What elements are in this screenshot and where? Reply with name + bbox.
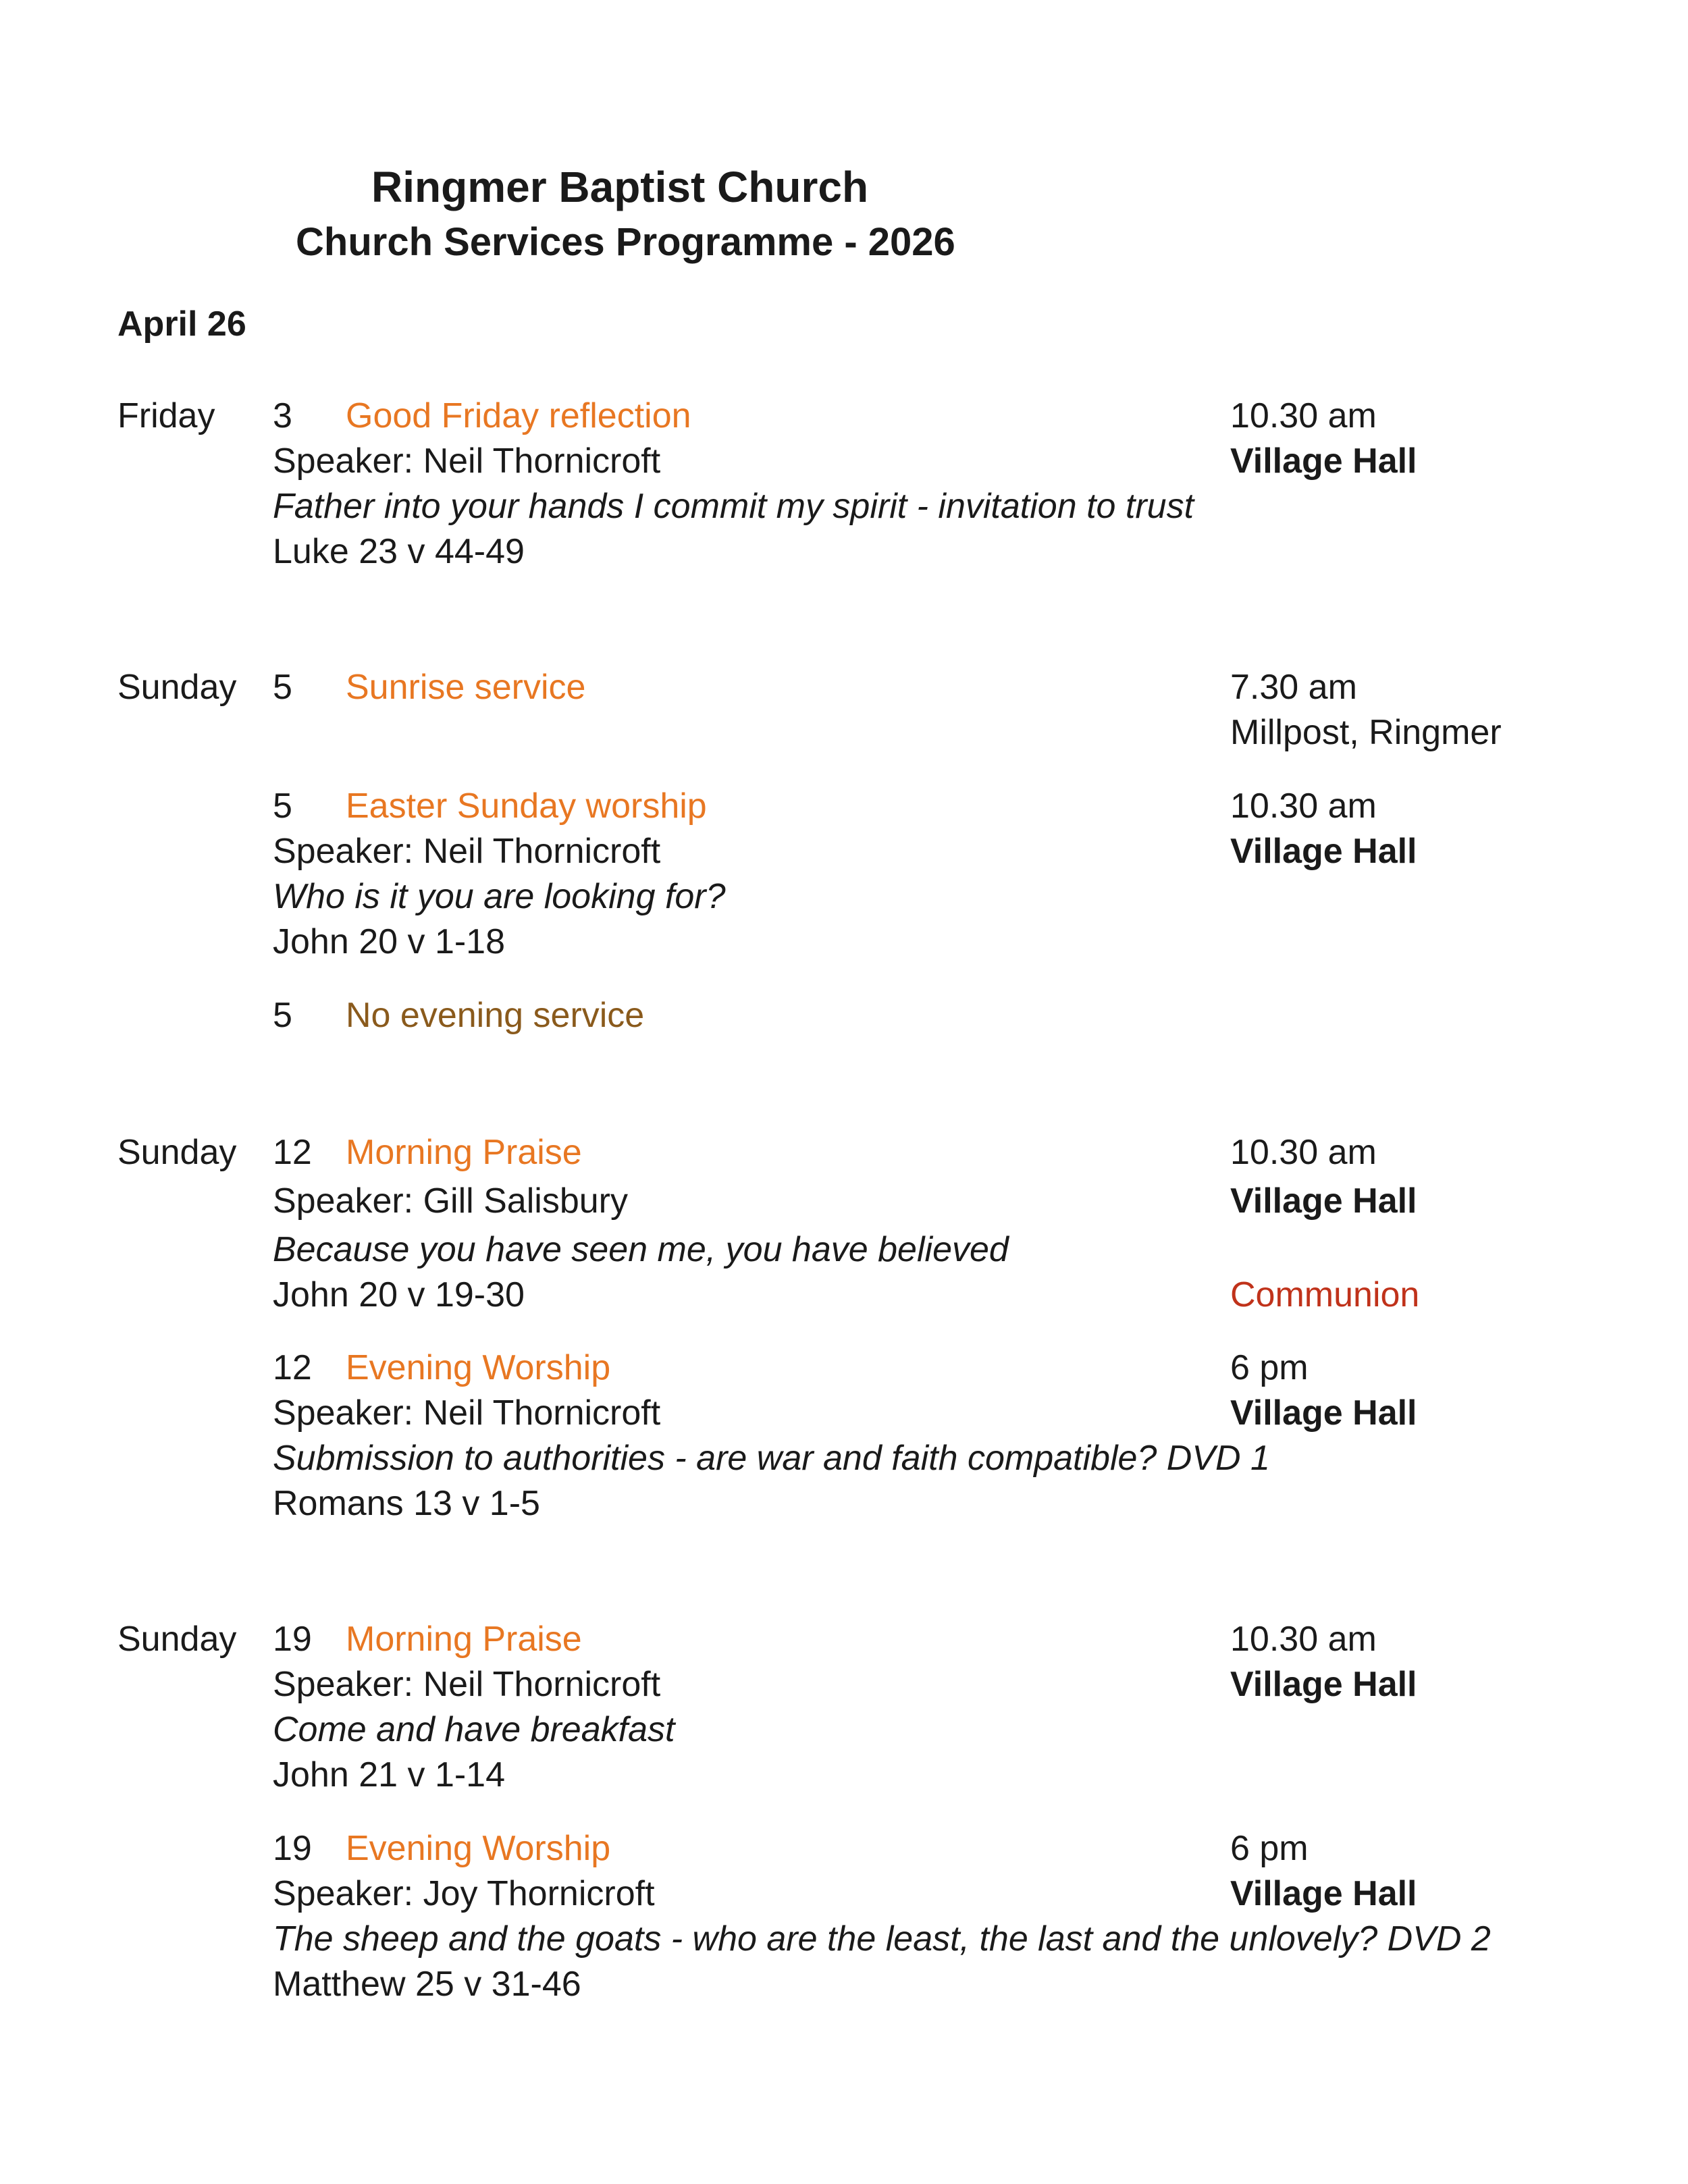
communion-note: Communion (1230, 1275, 1420, 1314)
entry-venue: Village Hall (1230, 442, 1417, 481)
entry-speaker: Speaker: Gill Salisbury (273, 1181, 628, 1221)
entry-reading: John 21 v 1-14 (273, 1755, 506, 1794)
entry-title: Evening Worship (346, 1348, 611, 1387)
entry-time: 6 pm (1230, 1829, 1309, 1868)
entry-title: Sunrise service (346, 668, 586, 707)
entry-venue: Village Hall (1230, 1665, 1417, 1704)
entry-speaker: Speaker: Joy Thornicroft (273, 1874, 655, 1913)
entry-speaker: Speaker: Neil Thornicroft (273, 1393, 661, 1433)
entry-speaker: Speaker: Neil Thornicroft (273, 442, 661, 481)
entry-title: Morning Praise (346, 1133, 582, 1172)
entry-title: Good Friday reflection (346, 396, 691, 435)
entry-time: 6 pm (1230, 1348, 1309, 1387)
entry-speaker: Speaker: Neil Thornicroft (273, 832, 661, 871)
month-heading: April 26 (117, 304, 246, 344)
entry-time: 10.30 am (1230, 787, 1377, 826)
entry-venue: Village Hall (1230, 1393, 1417, 1433)
entry-time: 7.30 am (1230, 668, 1357, 707)
entry-reading: Romans 13 v 1-5 (273, 1484, 540, 1523)
entry-day: Sunday (117, 1620, 237, 1659)
entry-reading: Luke 23 v 44-49 (273, 532, 525, 571)
entry-theme: Because you have seen me, you have believed (273, 1230, 1009, 1269)
entry-title: No evening service (346, 996, 645, 1035)
entry-theme: Come and have breakfast (273, 1710, 675, 1749)
entry-day: Sunday (117, 668, 237, 707)
entry-time: 10.30 am (1230, 1133, 1377, 1172)
entry-reading: John 20 v 1-18 (273, 922, 506, 961)
entry-date: 5 (273, 787, 292, 826)
entry-date: 19 (273, 1829, 312, 1868)
entry-theme: The sheep and the goats - who are the least, the last and the unlovely? DVD 2 (273, 1919, 1491, 1959)
entry-time: 10.30 am (1230, 396, 1377, 435)
entry-venue: Millpost, Ringmer (1230, 713, 1502, 752)
page-title: Ringmer Baptist Church (371, 163, 869, 211)
entry-date: 5 (273, 996, 292, 1035)
entry-venue: Village Hall (1230, 1181, 1417, 1221)
entry-title: Easter Sunday worship (346, 787, 707, 826)
entry-venue: Village Hall (1230, 1874, 1417, 1913)
entry-date: 12 (273, 1348, 312, 1387)
entry-date: 5 (273, 668, 292, 707)
entry-time: 10.30 am (1230, 1620, 1377, 1659)
entry-theme: Father into your hands I commit my spirit - invitation to trust (273, 487, 1194, 526)
entry-venue: Village Hall (1230, 832, 1417, 871)
entry-reading: John 20 v 19-30 (273, 1275, 525, 1314)
entry-day: Sunday (117, 1133, 237, 1172)
entry-title: Evening Worship (346, 1829, 611, 1868)
entry-date: 12 (273, 1133, 312, 1172)
entry-title: Morning Praise (346, 1620, 582, 1659)
page-subtitle: Church Services Programme - 2026 (296, 220, 955, 264)
entry-date: 3 (273, 396, 292, 435)
entry-theme: Who is it you are looking for? (273, 877, 726, 916)
entry-speaker: Speaker: Neil Thornicroft (273, 1665, 661, 1704)
entry-theme: Submission to authorities - are war and faith compatible? DVD 1 (273, 1439, 1270, 1478)
entry-date: 19 (273, 1620, 312, 1659)
entry-reading: Matthew 25 v 31-46 (273, 1965, 581, 2004)
entry-day: Friday (117, 396, 215, 435)
